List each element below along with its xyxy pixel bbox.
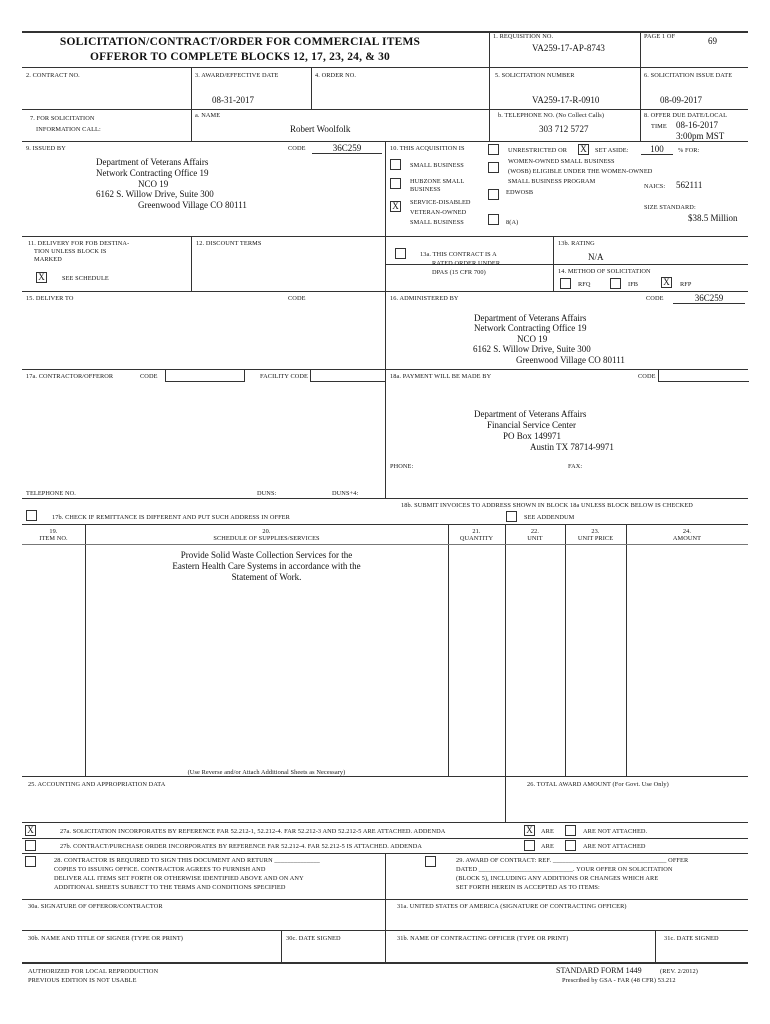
rated-label-1: 13a. THIS CONTRACT IS A [420, 251, 497, 258]
unrestricted-label: UNRESTRICTED OR [508, 147, 568, 154]
28-line-1: 28. CONTRACTOR IS REQUIRED TO SIGN THIS DOCUMENT AND RETURN ______________ [54, 857, 320, 864]
admin-line-1: Department of Veterans Affairs [474, 313, 587, 323]
contract-no-label: 2. CONTRACT NO. [26, 72, 80, 79]
delivery-label-1: 11. DELIVERY FOR FOB DESTINA- [28, 240, 130, 247]
issued-code-label: CODE [288, 145, 306, 152]
sdvosb-label-3: SMALL BUSINESS [410, 219, 464, 226]
27a-are-label: ARE [541, 828, 554, 835]
27b-not-attached-label: ARE NOT ATTACHED [583, 843, 646, 850]
issue-date: 08-09-2017 [660, 95, 702, 105]
item-no-header-num: 19. [49, 528, 58, 535]
issued-line-3: NCO 19 [138, 179, 169, 189]
form-title-line1: SOLICITATION/CONTRACT/ORDER FOR COMMERCIAL ITEMS [59, 36, 421, 48]
27a-not-attached-label: ARE NOT ATTACHED. [583, 828, 648, 835]
sdvosb-label-1: SERVICE-DISABLED [410, 199, 471, 206]
description-line-1: Provide Solid Waste Collection Services for the [180, 550, 353, 560]
hubzone-checkbox[interactable] [390, 178, 401, 189]
29-checkbox[interactable] [425, 856, 436, 867]
hubzone-label-2: BUSINESS [410, 186, 441, 193]
amount-header-num: 24. [682, 528, 692, 535]
administered-by-label: 16. ADMINISTERED BY [390, 295, 459, 302]
28-line-4: ADDITIONAL SHEETS SUBJECT TO THE TERMS AND CONDITIONS SPECIFIED [54, 884, 286, 891]
27b-are-checkbox[interactable] [524, 840, 535, 851]
signer-name-label: 30b. NAME AND TITLE OF SIGNER (TYPE OR PRINT) [28, 935, 183, 942]
contact-name: Robert Woolfolk [290, 124, 351, 134]
wosb-checkbox[interactable] [488, 162, 499, 173]
set-aside-percent: 100 [641, 144, 673, 155]
rating-label: 13b. RATING [558, 240, 595, 247]
telephone-no-label: TELEPHONE NO. [26, 490, 76, 497]
name-label: a. NAME [195, 112, 221, 119]
rfq-checkbox[interactable] [560, 278, 571, 289]
payment-line-1: Department of Veterans Affairs [474, 409, 587, 419]
method-label: 14. METHOD OF SOLICITATION [558, 268, 651, 275]
quantity-header: QUANTITY [459, 535, 494, 542]
sdvosb-checkbox[interactable]: X [390, 201, 401, 212]
rfp-label: RFP [680, 281, 692, 288]
issued-line-1: Department of Veterans Affairs [96, 157, 209, 167]
8a-checkbox[interactable] [488, 214, 499, 225]
28-line-2: COPIES TO ISSUING OFFICE. CONTRACTOR AGREES TO FURNISH AND [54, 866, 266, 873]
info-call-label-2: INFORMATION CALL: [36, 126, 101, 133]
remittance-label: 17b. CHECK IF REMITTANCE IS DIFFERENT AND PUT SUCH ADDRESS IN OFFER [52, 514, 290, 521]
admin-code-label: CODE [646, 295, 664, 302]
quantity-header-num: 21. [472, 528, 481, 535]
officer-name-label: 31b. NAME OF CONTRACTING OFFICER (TYPE OR PRINT) [397, 935, 569, 942]
28-checkbox[interactable] [25, 856, 36, 867]
time-label: TIME [651, 123, 667, 130]
wosb-label-3: SMALL BUSINESS PROGRAM [508, 178, 596, 185]
accounting-label: 25. ACCOUNTING AND APPROPRIATION DATA [28, 781, 166, 788]
29-line-2: DATED _____________________________. YOUR OFFER ON SOLICITATION [456, 866, 673, 873]
award-date-label: 3. AWARD/EFFECTIVE DATE [195, 72, 279, 79]
amount-header: AMOUNT [672, 535, 702, 542]
description-line-3: Statement of Work. [231, 572, 302, 582]
size-standard: $38.5 Million [688, 213, 738, 223]
signature-officer-label: 31a. UNITED STATES OF AMERICA (SIGNATURE OF CONTRACTING OFFICER) [397, 903, 627, 910]
page-label: PAGE 1 OF [644, 33, 676, 40]
acquisition-label: 10. THIS ACQUISITION IS [390, 145, 465, 152]
contractor-label: 17a. CONTRACTOR/OFFEROR [26, 373, 114, 380]
ifb-checkbox[interactable] [610, 278, 621, 289]
issued-line-4: 6162 S. Willow Drive, Suite 300 [96, 189, 214, 199]
8a-label: 8(A) [506, 219, 519, 226]
contractor-code-label: CODE [140, 373, 158, 380]
schedule-header: SCHEDULE OF SUPPLIES/SERVICES [213, 535, 320, 542]
page-count: 69 [708, 36, 717, 46]
reverse-note: (Use Reverse and/or Attach Additional Sheets as Necessary) [187, 769, 346, 776]
unit-header: UNIT [527, 535, 543, 542]
edwosb-checkbox[interactable] [488, 189, 499, 200]
see-addendum-checkbox[interactable] [506, 511, 517, 522]
duns-label: DUNS: [257, 490, 277, 497]
telephone-label: b. TELEPHONE NO. (No Collect Calls) [498, 112, 605, 119]
order-no-label: 4. ORDER NO. [315, 72, 357, 79]
rating-value: N/A [588, 252, 604, 262]
29-line-1: 29. AWARD OF CONTRACT: REF. ___________________________________ OFFER [456, 857, 689, 864]
unit-price-header-num: 23. [591, 528, 600, 535]
unit-price-header: UNIT PRICE [577, 535, 614, 542]
issued-by-label: 9. ISSUED BY [26, 145, 66, 152]
offer-due-time: 3:00pm MST [676, 131, 725, 141]
27b-are-label: ARE [541, 843, 554, 850]
signature-offeror-label: 30a. SIGNATURE OF OFFEROR/CONTRACTOR [28, 903, 163, 910]
form-title-line2: OFFEROR TO COMPLETE BLOCKS 12, 17, 23, 24, & 30 [89, 51, 391, 63]
small-business-label: SMALL BUSINESS [410, 162, 464, 169]
see-addendum-label: SEE ADDENDUM [524, 514, 575, 521]
admin-line-4: 6162 S. Willow Drive, Suite 300 [473, 344, 591, 354]
footer-form-name: STANDARD FORM 1449 [556, 966, 642, 975]
27b-not-attached-checkbox[interactable] [565, 840, 576, 851]
requisition-label: 1. REQUISITION NO. [493, 33, 554, 40]
hubzone-label-1: HUBZONE SMALL [410, 178, 465, 185]
percent-for-label: % FOR: [678, 147, 700, 154]
27a-not-attached-checkbox[interactable] [565, 825, 576, 836]
payment-code-field[interactable] [658, 369, 749, 382]
requisition-number: VA259-17-AP-8743 [532, 43, 605, 53]
see-schedule-checkbox[interactable]: X [36, 272, 47, 283]
naics-code: 562111 [676, 180, 703, 190]
facility-code-field[interactable] [310, 369, 386, 382]
offer-due-date: 08-16-2017 [676, 120, 718, 130]
schedule-header-num: 20. [262, 528, 271, 535]
description-line-2: Eastern Health Care Systems in accordance with the [172, 561, 361, 571]
unit-header-num: 22. [530, 528, 540, 535]
admin-line-5: Greenwood Village CO 80111 [516, 355, 625, 365]
payment-line-4: Austin TX 78714-9971 [530, 442, 614, 452]
28-line-3: DELIVER ALL ITEMS SET FORTH OR OTHERWISE IDENTIFIED ABOVE AND ON ANY [54, 875, 304, 882]
27a-are-checkbox[interactable]: X [524, 825, 535, 836]
issued-line-5: Greenwood Village CO 80111 [138, 200, 247, 210]
27b-text: 27b. CONTRACT/PURCHASE ORDER INCORPORATES BY REFERENCE FAR 52.212-4. FAR 52.212-5 IS ATTACHED. ADDENDA [60, 843, 423, 850]
issue-date-label: 6. SOLICITATION ISSUE DATE [644, 72, 733, 79]
duns4-label: DUNS+4: [332, 490, 359, 497]
29-line-4: SET FORTH HEREIN IS ACCEPTED AS TO ITEMS: [456, 884, 600, 891]
rfp-checkbox[interactable]: X [661, 277, 672, 288]
admin-line-2: Network Contracting Office 19 [474, 323, 587, 333]
total-award-label: 26. TOTAL AWARD AMOUNT (For Govt. Use Only) [527, 781, 669, 788]
wosb-label-1: WOMEN-OWNED SMALL BUSINESS [508, 158, 615, 165]
date-signed-30c-label: 30c. DATE SIGNED [286, 935, 341, 942]
admin-code: 36C259 [673, 293, 745, 304]
payment-code-label: CODE [638, 373, 656, 380]
facility-code-label: FACILITY CODE [260, 373, 308, 380]
telephone-number: 303 712 5727 [539, 124, 589, 134]
unrestricted-checkbox[interactable] [488, 144, 499, 155]
small-business-checkbox[interactable] [390, 159, 401, 170]
footer-prescribed: Prescribed by GSA - FAR (48 CFR) 53.212 [562, 977, 676, 984]
deliver-to-label: 15. DELIVER TO [26, 295, 74, 302]
size-standard-label: SIZE STANDARD: [644, 204, 696, 211]
discount-terms-label: 12. DISCOUNT TERMS [196, 240, 262, 247]
naics-label: NAICS: [644, 183, 666, 190]
sdvosb-label-2: VETERAN-OWNED [410, 209, 467, 216]
solicitation-number-label: 5. SOLICITATION NUMBER [495, 72, 575, 79]
rated-order-checkbox[interactable] [395, 248, 406, 259]
contractor-code-field[interactable] [165, 369, 245, 382]
fax-label: FAX: [568, 463, 583, 470]
rated-label-2: RATED ORDER UNDER [432, 260, 501, 267]
wosb-label-2: (WOSB) ELIGIBLE UNDER THE WOMEN-OWNED [508, 168, 653, 175]
27a-text: 27a. SOLICITATION INCORPORATES BY REFERENCE FAR 52.212-1, 52.212-4. FAR 52.212-3 AND 52.212-5 ARE ATTACHED. ADDENDA [60, 828, 446, 835]
see-schedule-label: SEE SCHEDULE [62, 275, 109, 282]
item-no-header: ITEM NO. [39, 535, 68, 542]
payment-line-2: Financial Service Center [487, 420, 576, 430]
rated-label-3: DPAS (15 CFR 700) [432, 269, 486, 276]
footer-previous-edition: PREVIOUS EDITION IS NOT USABLE [28, 977, 137, 984]
set-aside-label: SET ASIDE: [595, 147, 629, 154]
phone-label: PHONE: [390, 463, 414, 470]
27a-checkbox[interactable]: X [25, 825, 36, 836]
set-aside-checkbox[interactable]: X [578, 144, 589, 155]
edwosb-label: EDWOSB [506, 189, 534, 196]
footer-reproduction: AUTHORIZED FOR LOCAL REPRODUCTION [28, 968, 159, 975]
remittance-checkbox[interactable] [26, 510, 37, 521]
issued-line-2: Network Contracting Office 19 [96, 168, 209, 178]
footer-revision: (REV. 2/2012) [660, 968, 698, 975]
offer-due-label: 8. OFFER DUE DATE/LOCAL [644, 112, 728, 119]
29-line-3: (BLOCK 5), INCLUDING ANY ADDITIONS OR CHANGES WHICH ARE [456, 875, 659, 882]
payment-label: 18a. PAYMENT WILL BE MADE BY [390, 373, 492, 380]
submit-invoices-label: 18b. SUBMIT INVOICES TO ADDRESS SHOWN IN BLOCK 18a UNLESS BLOCK BELOW IS CHECKED [401, 502, 693, 509]
solicitation-number: VA259-17-R-0910 [532, 95, 600, 105]
delivery-label-2: TION UNLESS BLOCK IS [34, 248, 107, 255]
award-date: 08-31-2017 [212, 95, 254, 105]
ifb-label: IFB [628, 281, 639, 288]
delivery-label-3: MARKED [34, 256, 62, 263]
deliver-code-label: CODE [288, 295, 306, 302]
payment-line-3: PO Box 149971 [503, 431, 562, 441]
admin-line-3: NCO 19 [517, 334, 548, 344]
date-signed-31c-label: 31c. DATE SIGNED [664, 935, 719, 942]
issued-code: 36C259 [312, 143, 382, 154]
info-call-label: 7. FOR SOLICITATION [30, 115, 95, 122]
rfq-label: RFQ [578, 281, 591, 288]
27b-checkbox[interactable] [25, 840, 36, 851]
